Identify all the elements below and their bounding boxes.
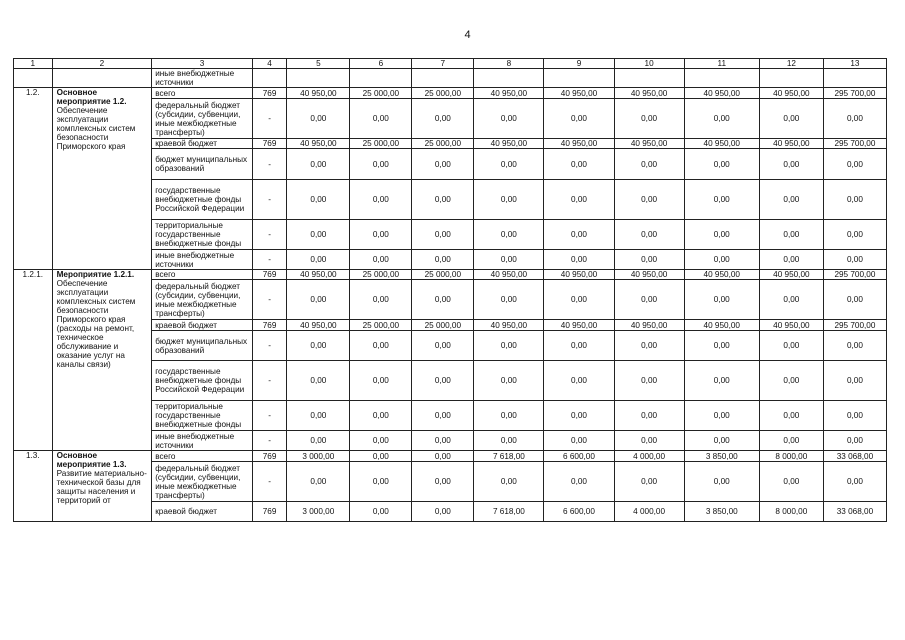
- gov-code-cell: -: [252, 99, 287, 139]
- amount-cell: 0,00: [684, 361, 759, 401]
- amount-cell: 0,00: [614, 361, 684, 401]
- amount-cell: 0,00: [759, 431, 823, 451]
- amount-cell: 33 068,00: [823, 451, 886, 462]
- gov-code-cell: -: [252, 462, 287, 502]
- amount-cell: 3 850,00: [684, 451, 759, 462]
- funding-source: краевой бюджет: [152, 139, 253, 149]
- gov-code-cell: [252, 69, 287, 88]
- gov-code-cell: 769: [252, 451, 287, 462]
- col-header: 9: [544, 59, 614, 69]
- gov-code-cell: -: [252, 361, 287, 401]
- amount-cell: 40 950,00: [544, 139, 614, 149]
- amount-cell: 25 000,00: [412, 88, 474, 99]
- amount-cell: 0,00: [684, 431, 759, 451]
- amount-cell: 8 000,00: [759, 451, 823, 462]
- amount-cell: 0,00: [759, 401, 823, 431]
- amount-cell: 7 618,00: [474, 451, 544, 462]
- amount-cell: 0,00: [614, 462, 684, 502]
- row-code: 1.2.1.: [14, 270, 53, 451]
- funding-source: федеральный бюджет (субсидии, субвенции, иные межбюджетные трансферты): [152, 462, 253, 502]
- amount-cell: 0,00: [287, 250, 350, 270]
- amount-cell: 0,00: [412, 331, 474, 361]
- amount-cell: 0,00: [614, 431, 684, 451]
- col-header: 8: [474, 59, 544, 69]
- col-header: 1: [14, 59, 53, 69]
- gov-code-cell: 769: [252, 320, 287, 331]
- activity-name: [52, 451, 152, 522]
- amount-cell: 0,00: [412, 462, 474, 502]
- activity-description: Развитие материально-технической базы для защиты населения и территорий от: [56, 469, 147, 505]
- amount-cell: 40 950,00: [474, 270, 544, 280]
- amount-cell: 0,00: [474, 250, 544, 270]
- table-row: [14, 88, 887, 99]
- amount-cell: 0,00: [544, 149, 614, 180]
- amount-cell: 0,00: [544, 331, 614, 361]
- amount-cell: [684, 69, 759, 88]
- amount-cell: 8 000,00: [759, 502, 823, 522]
- amount-cell: 6 600,00: [544, 502, 614, 522]
- amount-cell: 0,00: [350, 99, 412, 139]
- amount-cell: 4 000,00: [614, 451, 684, 462]
- amount-cell: 0,00: [350, 462, 412, 502]
- amount-cell: 40 950,00: [287, 88, 350, 99]
- amount-cell: 0,00: [684, 331, 759, 361]
- amount-cell: 0,00: [287, 361, 350, 401]
- amount-cell: 295 700,00: [823, 270, 886, 280]
- funding-source: иные внебюджетные источники: [152, 250, 253, 270]
- amount-cell: 0,00: [614, 250, 684, 270]
- amount-cell: 0,00: [287, 99, 350, 139]
- amount-cell: [614, 69, 684, 88]
- amount-cell: 0,00: [614, 280, 684, 320]
- column-number-row: [14, 59, 887, 69]
- amount-cell: [287, 69, 350, 88]
- activity-name: [52, 270, 152, 451]
- amount-cell: 0,00: [350, 502, 412, 522]
- funding-source: иные внебюджетные источники: [152, 69, 253, 88]
- funding-source: государственные внебюджетные фонды Российской Федерации: [152, 361, 253, 401]
- funding-source: бюджет муниципальных образований: [152, 331, 253, 361]
- amount-cell: 40 950,00: [614, 320, 684, 331]
- col-header: 3: [152, 59, 253, 69]
- amount-cell: 0,00: [614, 99, 684, 139]
- amount-cell: 0,00: [350, 401, 412, 431]
- amount-cell: 0,00: [614, 401, 684, 431]
- row-code: [14, 69, 53, 88]
- amount-cell: 25 000,00: [350, 320, 412, 331]
- amount-cell: 0,00: [350, 331, 412, 361]
- amount-cell: 0,00: [759, 331, 823, 361]
- funding-source: всего: [152, 451, 253, 462]
- amount-cell: 0,00: [823, 462, 886, 502]
- amount-cell: 40 950,00: [544, 270, 614, 280]
- amount-cell: 0,00: [544, 431, 614, 451]
- amount-cell: 0,00: [759, 180, 823, 220]
- amount-cell: 295 700,00: [823, 88, 886, 99]
- amount-cell: 40 950,00: [474, 320, 544, 331]
- amount-cell: 0,00: [412, 180, 474, 220]
- amount-cell: 0,00: [287, 401, 350, 431]
- funding-source: федеральный бюджет (субсидии, субвенции, иные межбюджетные трансферты): [152, 280, 253, 320]
- amount-cell: 3 000,00: [287, 502, 350, 522]
- amount-cell: 40 950,00: [474, 139, 544, 149]
- amount-cell: 25 000,00: [350, 139, 412, 149]
- amount-cell: 40 950,00: [614, 270, 684, 280]
- funding-source: всего: [152, 270, 253, 280]
- gov-code-cell: 769: [252, 270, 287, 280]
- funding-source: иные внебюджетные источники: [152, 431, 253, 451]
- amount-cell: 0,00: [684, 220, 759, 250]
- amount-cell: 0,00: [684, 180, 759, 220]
- amount-cell: 0,00: [684, 401, 759, 431]
- gov-code-cell: -: [252, 401, 287, 431]
- amount-cell: 0,00: [823, 280, 886, 320]
- amount-cell: 0,00: [823, 431, 886, 451]
- amount-cell: 25 000,00: [412, 139, 474, 149]
- amount-cell: [544, 69, 614, 88]
- amount-cell: 0,00: [350, 250, 412, 270]
- amount-cell: 4 000,00: [614, 502, 684, 522]
- amount-cell: 40 950,00: [684, 139, 759, 149]
- activity-description: Обеспечение эксплуатации комплексных систем безопасности Приморского края (расходы на ремонт, техническое обслуживание и оказание услуг на каналы связи): [56, 279, 136, 369]
- amount-cell: [823, 69, 886, 88]
- amount-cell: 0,00: [474, 401, 544, 431]
- amount-cell: 0,00: [614, 220, 684, 250]
- amount-cell: 0,00: [412, 149, 474, 180]
- activity-title: Основное мероприятие 1.2.: [56, 88, 127, 106]
- amount-cell: 0,00: [759, 149, 823, 180]
- row-code: 1.2.: [14, 88, 53, 270]
- amount-cell: 0,00: [350, 280, 412, 320]
- amount-cell: 40 950,00: [759, 320, 823, 331]
- amount-cell: 40 950,00: [287, 139, 350, 149]
- activity-name: [52, 69, 152, 88]
- amount-cell: 25 000,00: [412, 270, 474, 280]
- funding-source: краевой бюджет: [152, 320, 253, 331]
- amount-cell: 0,00: [287, 280, 350, 320]
- amount-cell: 0,00: [823, 180, 886, 220]
- activity-description: Обеспечение эксплуатации комплексных систем безопасности Приморского края: [56, 106, 136, 151]
- amount-cell: 0,00: [544, 280, 614, 320]
- amount-cell: 40 950,00: [759, 270, 823, 280]
- amount-cell: 0,00: [544, 180, 614, 220]
- amount-cell: 40 950,00: [684, 270, 759, 280]
- gov-code-cell: 769: [252, 502, 287, 522]
- amount-cell: 0,00: [759, 250, 823, 270]
- amount-cell: 25 000,00: [350, 270, 412, 280]
- amount-cell: 0,00: [544, 99, 614, 139]
- amount-cell: 0,00: [350, 180, 412, 220]
- amount-cell: 0,00: [287, 180, 350, 220]
- amount-cell: 0,00: [544, 462, 614, 502]
- row-code: 1.3.: [14, 451, 53, 522]
- amount-cell: 0,00: [759, 280, 823, 320]
- amount-cell: 40 950,00: [759, 88, 823, 99]
- page-number: 4: [464, 29, 471, 41]
- amount-cell: 0,00: [474, 180, 544, 220]
- gov-code-cell: -: [252, 149, 287, 180]
- amount-cell: 0,00: [823, 99, 886, 139]
- amount-cell: 0,00: [412, 361, 474, 401]
- amount-cell: 0,00: [287, 431, 350, 451]
- amount-cell: 0,00: [412, 99, 474, 139]
- amount-cell: 40 950,00: [474, 88, 544, 99]
- table-row: [14, 270, 887, 280]
- amount-cell: 0,00: [544, 361, 614, 401]
- gov-code-cell: -: [252, 250, 287, 270]
- budget-table-container: [13, 58, 887, 522]
- activity-title: Основное мероприятие 1.3.: [56, 451, 127, 469]
- budget-table: [13, 58, 887, 522]
- col-header: 7: [412, 59, 474, 69]
- amount-cell: 0,00: [412, 220, 474, 250]
- amount-cell: 0,00: [350, 431, 412, 451]
- amount-cell: 0,00: [474, 149, 544, 180]
- col-header: 13: [823, 59, 886, 69]
- table-row: [14, 69, 887, 88]
- amount-cell: 0,00: [350, 220, 412, 250]
- col-header: 4: [252, 59, 287, 69]
- amount-cell: 0,00: [684, 149, 759, 180]
- funding-source: государственные внебюджетные фонды Российской Федерации: [152, 180, 253, 220]
- amount-cell: 0,00: [287, 331, 350, 361]
- amount-cell: 295 700,00: [823, 139, 886, 149]
- gov-code-cell: 769: [252, 139, 287, 149]
- gov-code-cell: -: [252, 220, 287, 250]
- gov-code-cell: -: [252, 331, 287, 361]
- amount-cell: 0,00: [412, 431, 474, 451]
- amount-cell: 0,00: [684, 250, 759, 270]
- amount-cell: 0,00: [759, 99, 823, 139]
- amount-cell: 0,00: [474, 99, 544, 139]
- amount-cell: 0,00: [412, 502, 474, 522]
- amount-cell: 40 950,00: [544, 88, 614, 99]
- amount-cell: 3 850,00: [684, 502, 759, 522]
- amount-cell: 0,00: [287, 462, 350, 502]
- amount-cell: 0,00: [614, 149, 684, 180]
- amount-cell: [350, 69, 412, 88]
- amount-cell: 0,00: [544, 250, 614, 270]
- amount-cell: 40 950,00: [614, 139, 684, 149]
- amount-cell: 0,00: [350, 149, 412, 180]
- amount-cell: 25 000,00: [350, 88, 412, 99]
- amount-cell: 40 950,00: [684, 320, 759, 331]
- amount-cell: 0,00: [287, 220, 350, 250]
- amount-cell: 0,00: [474, 361, 544, 401]
- amount-cell: 40 950,00: [287, 270, 350, 280]
- gov-code-cell: -: [252, 180, 287, 220]
- col-header: 6: [350, 59, 412, 69]
- amount-cell: 0,00: [350, 361, 412, 401]
- funding-source: федеральный бюджет (субсидии, субвенции, иные межбюджетные трансферты): [152, 99, 253, 139]
- col-header: 5: [287, 59, 350, 69]
- gov-code-cell: -: [252, 280, 287, 320]
- amount-cell: [474, 69, 544, 88]
- funding-source: всего: [152, 88, 253, 99]
- amount-cell: 0,00: [684, 462, 759, 502]
- amount-cell: 3 000,00: [287, 451, 350, 462]
- amount-cell: 40 950,00: [759, 139, 823, 149]
- amount-cell: 0,00: [823, 331, 886, 361]
- activity-title: Мероприятие 1.2.1.: [56, 270, 135, 279]
- gov-code-cell: 769: [252, 88, 287, 99]
- amount-cell: 7 618,00: [474, 502, 544, 522]
- amount-cell: [412, 69, 474, 88]
- activity-name: [52, 88, 152, 270]
- funding-source: краевой бюджет: [152, 502, 253, 522]
- amount-cell: 0,00: [474, 431, 544, 451]
- amount-cell: 0,00: [412, 401, 474, 431]
- amount-cell: 0,00: [823, 361, 886, 401]
- funding-source: бюджет муниципальных образований: [152, 149, 253, 180]
- amount-cell: 40 950,00: [287, 320, 350, 331]
- amount-cell: 6 600,00: [544, 451, 614, 462]
- funding-source: территориальные государственные внебюджетные фонды: [152, 220, 253, 250]
- amount-cell: 295 700,00: [823, 320, 886, 331]
- amount-cell: [759, 69, 823, 88]
- amount-cell: 40 950,00: [614, 88, 684, 99]
- amount-cell: 0,00: [823, 220, 886, 250]
- funding-source: территориальные государственные внебюджетные фонды: [152, 401, 253, 431]
- amount-cell: 0,00: [759, 462, 823, 502]
- amount-cell: 0,00: [823, 149, 886, 180]
- amount-cell: 0,00: [350, 451, 412, 462]
- amount-cell: 0,00: [474, 220, 544, 250]
- col-header: 11: [684, 59, 759, 69]
- amount-cell: 0,00: [684, 99, 759, 139]
- amount-cell: 0,00: [759, 220, 823, 250]
- amount-cell: 0,00: [412, 250, 474, 270]
- amount-cell: 40 950,00: [684, 88, 759, 99]
- amount-cell: 40 950,00: [544, 320, 614, 331]
- amount-cell: 0,00: [474, 331, 544, 361]
- table-row: [14, 451, 887, 462]
- amount-cell: 0,00: [614, 180, 684, 220]
- amount-cell: 0,00: [287, 149, 350, 180]
- amount-cell: 25 000,00: [412, 320, 474, 331]
- amount-cell: 0,00: [544, 220, 614, 250]
- col-header: 12: [759, 59, 823, 69]
- amount-cell: 0,00: [759, 361, 823, 401]
- amount-cell: 0,00: [614, 331, 684, 361]
- amount-cell: 0,00: [544, 401, 614, 431]
- amount-cell: 0,00: [412, 280, 474, 320]
- amount-cell: 0,00: [412, 451, 474, 462]
- amount-cell: 0,00: [684, 280, 759, 320]
- amount-cell: 0,00: [474, 462, 544, 502]
- amount-cell: 33 068,00: [823, 502, 886, 522]
- col-header: 2: [52, 59, 152, 69]
- amount-cell: 0,00: [474, 280, 544, 320]
- amount-cell: 0,00: [823, 250, 886, 270]
- gov-code-cell: -: [252, 431, 287, 451]
- amount-cell: 0,00: [823, 401, 886, 431]
- col-header: 10: [614, 59, 684, 69]
